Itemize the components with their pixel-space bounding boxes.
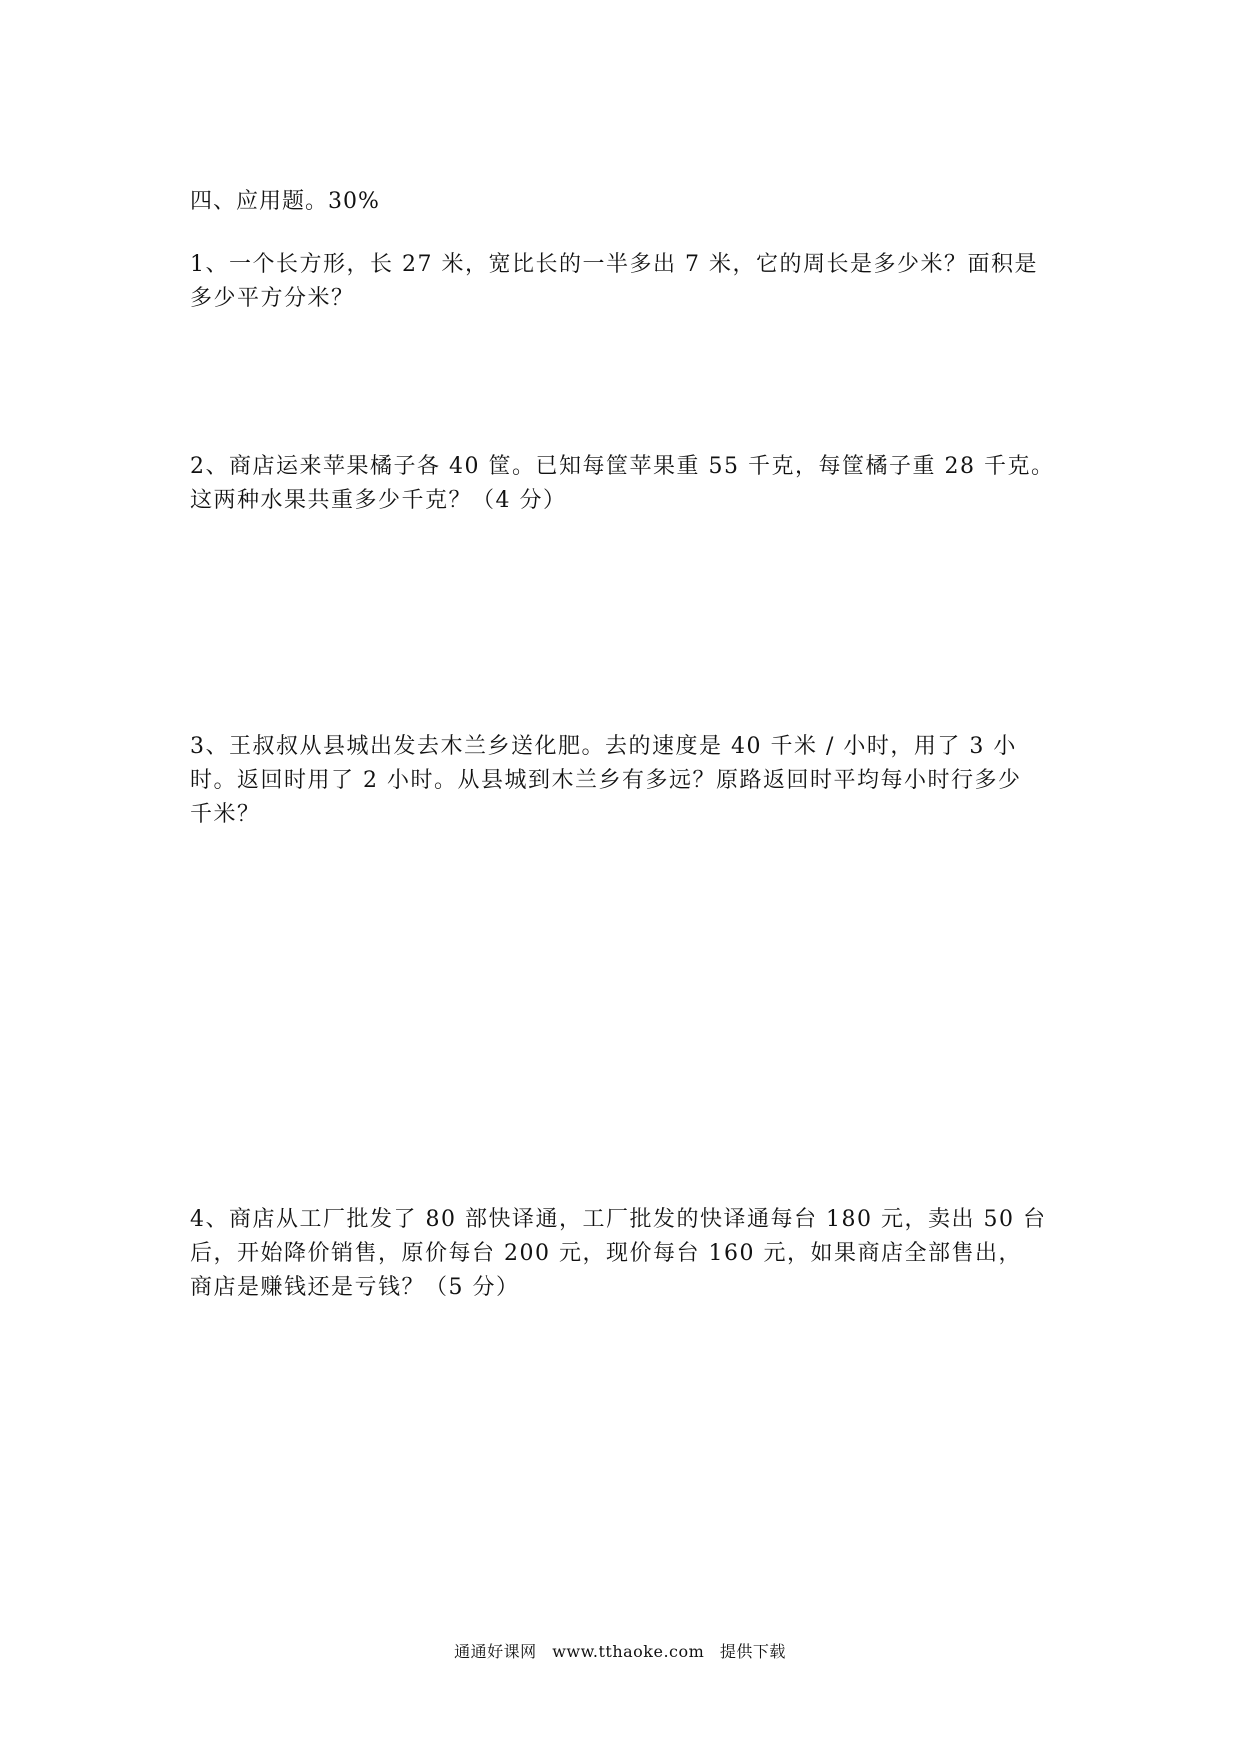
question-3 (190, 730, 1070, 832)
question-line: 时。返回时用了 2 小时。从县城到木兰乡有多远？原路返回时平均每小时行多少 (190, 768, 1022, 793)
question-line: 2、商店运来苹果橘子各 40 筐。已知每筐苹果重 55 千克，每筐橘子重 28 千克。 (190, 454, 1055, 479)
question-line: 3、王叔叔从县城出发去木兰乡送化肥。去的速度是 40 千米 / 小时，用了 3 小 (190, 734, 1017, 759)
page-footer (0, 1640, 1240, 1664)
question-2 (190, 450, 1070, 518)
footer-url-link[interactable]: www.tthaoke.com (552, 1642, 705, 1661)
question-line: 1、一个长方形，长 27 米，宽比长的一半多出 7 米，它的周长是多少米？面积是 (190, 252, 1038, 277)
question-line: 商店是赚钱还是亏钱？（5 分） (190, 1275, 520, 1300)
question-line: 多少平方分米？ (190, 286, 355, 311)
footer-site-name: 通通好课网 (454, 1642, 537, 1661)
question-1 (190, 248, 1070, 316)
question-line: 4、商店从工厂批发了 80 部快译通，工厂批发的快译通每台 180 元，卖出 50 台 (190, 1207, 1047, 1232)
question-line: 后，开始降价销售，原价每台 200 元，现价每台 160 元，如果商店全部售出， (190, 1241, 1022, 1266)
question-4 (190, 1203, 1070, 1305)
question-line: 这两种水果共重多少千克？（4 分） (190, 488, 567, 513)
section-title: 四、应用题。30% (190, 189, 380, 214)
question-line: 千米？ (190, 802, 261, 827)
footer-suffix: 提供下载 (719, 1642, 786, 1661)
